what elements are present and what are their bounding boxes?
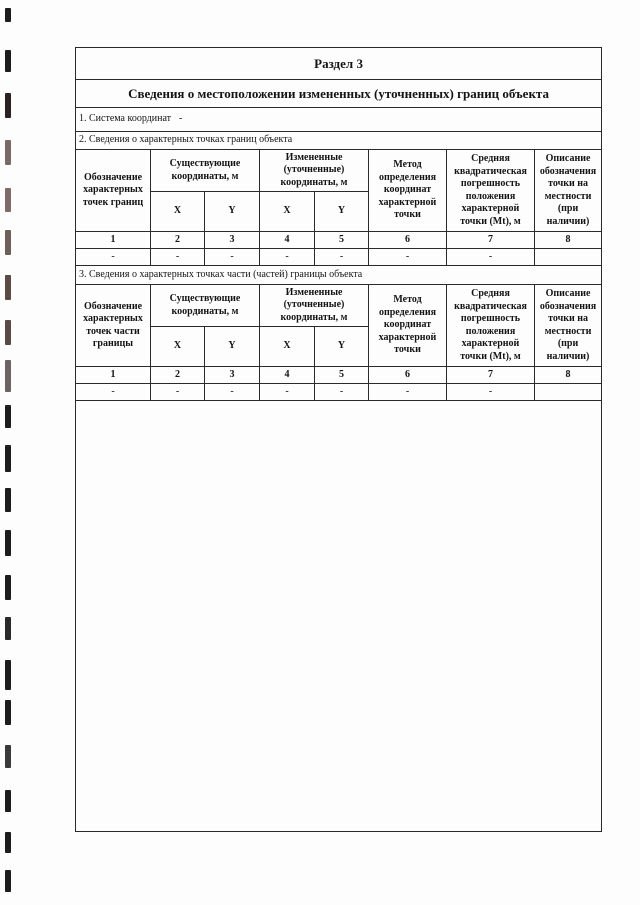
binding-mark <box>5 575 11 600</box>
binding-mark <box>5 700 11 725</box>
table-cell: - <box>447 384 535 401</box>
table-cell: - <box>205 249 260 266</box>
table-cell: - <box>369 249 447 266</box>
binding-mark <box>5 140 11 165</box>
header-designation: Обозначение характерных точек границ <box>76 150 151 232</box>
binding-mark <box>5 8 11 22</box>
header-method: Метод определения координат характерной точки <box>369 150 447 232</box>
coordinate-system-row <box>76 108 602 132</box>
table-row <box>76 384 602 401</box>
binding-mark <box>5 660 11 690</box>
column-number: 7 <box>447 367 535 384</box>
header-y-existing: Y <box>205 192 260 232</box>
header-error: Средняя квадратическая погрешность положения характерной точки (Mt), м <box>447 285 535 367</box>
column-number: 2 <box>151 232 205 249</box>
table-cell: - <box>315 384 369 401</box>
column-number: 8 <box>535 232 602 249</box>
binding-mark <box>5 405 11 428</box>
binding-mark <box>5 188 11 212</box>
header-x-existing: X <box>151 327 205 367</box>
section-3-form <box>75 47 602 832</box>
part-boundary-points-heading: 3. Сведения о характерных точках части (частей) границы объекта <box>76 266 602 285</box>
header-designation: Обозначение характерных точек части границы <box>76 285 151 367</box>
table-cell: - <box>369 384 447 401</box>
header-y-changed: Y <box>315 327 369 367</box>
empty-area <box>76 401 602 832</box>
header-x-changed: X <box>260 192 315 232</box>
header-x-changed: X <box>260 327 315 367</box>
column-number: 1 <box>76 367 151 384</box>
table-cell: - <box>151 249 205 266</box>
column-number: 6 <box>369 367 447 384</box>
header-method: Метод определения координат характерной точки <box>369 285 447 367</box>
binding-mark <box>5 93 11 118</box>
header-y-changed: Y <box>315 192 369 232</box>
header-x-existing: X <box>151 192 205 232</box>
column-number: 4 <box>260 232 315 249</box>
column-number: 3 <box>205 232 260 249</box>
binding-mark <box>5 530 11 556</box>
column-number: 8 <box>535 367 602 384</box>
binding-mark <box>5 445 11 472</box>
binding-mark <box>5 745 11 768</box>
binding-mark <box>5 50 11 72</box>
binding-mark <box>5 360 11 392</box>
table-cell: - <box>151 384 205 401</box>
table-row <box>76 249 602 266</box>
binding-mark <box>5 790 11 812</box>
column-number: 1 <box>76 232 151 249</box>
table-cell: - <box>260 384 315 401</box>
header-changed-coords: Измененные (уточненные) координаты, м <box>260 285 369 327</box>
column-number: 4 <box>260 367 315 384</box>
section-title: Раздел 3 <box>76 48 602 80</box>
header-existing-coords: Существующие координаты, м <box>151 285 260 327</box>
binding-mark <box>5 275 11 300</box>
table-cell <box>535 249 602 266</box>
header-description: Описание обозначения точки на местности (при наличии) <box>535 285 602 367</box>
boundary-points-heading: 2. Сведения о характерных точках границ объекта <box>76 132 602 150</box>
table-cell <box>535 384 602 401</box>
column-number: 2 <box>151 367 205 384</box>
column-number: 6 <box>369 232 447 249</box>
table-cell: - <box>76 384 151 401</box>
binding-mark <box>5 320 11 345</box>
table-cell: - <box>447 249 535 266</box>
binding-mark <box>5 832 11 853</box>
section-subtitle: Сведения о местоположении измененных (уточненных) границ объекта <box>76 80 602 108</box>
header-y-existing: Y <box>205 327 260 367</box>
column-number: 5 <box>315 232 369 249</box>
header-error: Средняя квадратическая погрешность положения характерной точки (Mt), м <box>447 150 535 232</box>
header-description: Описание обозначения точки на местности (при наличии) <box>535 150 602 232</box>
column-number: 5 <box>315 367 369 384</box>
binding-mark <box>5 617 11 640</box>
coordinate-system-label: 1. Система координат <box>79 113 172 125</box>
binding-mark <box>5 870 11 892</box>
table-cell: - <box>315 249 369 266</box>
table-cell: - <box>76 249 151 266</box>
column-number: 3 <box>205 367 260 384</box>
table-cell: - <box>205 384 260 401</box>
binding-mark <box>5 230 11 255</box>
binding-mark <box>5 488 11 512</box>
header-existing-coords: Существующие координаты, м <box>151 150 260 192</box>
table-cell: - <box>260 249 315 266</box>
column-number: 7 <box>447 232 535 249</box>
coordinate-system-value: - <box>179 113 183 125</box>
header-changed-coords: Измененные (уточненные) координаты, м <box>260 150 369 192</box>
